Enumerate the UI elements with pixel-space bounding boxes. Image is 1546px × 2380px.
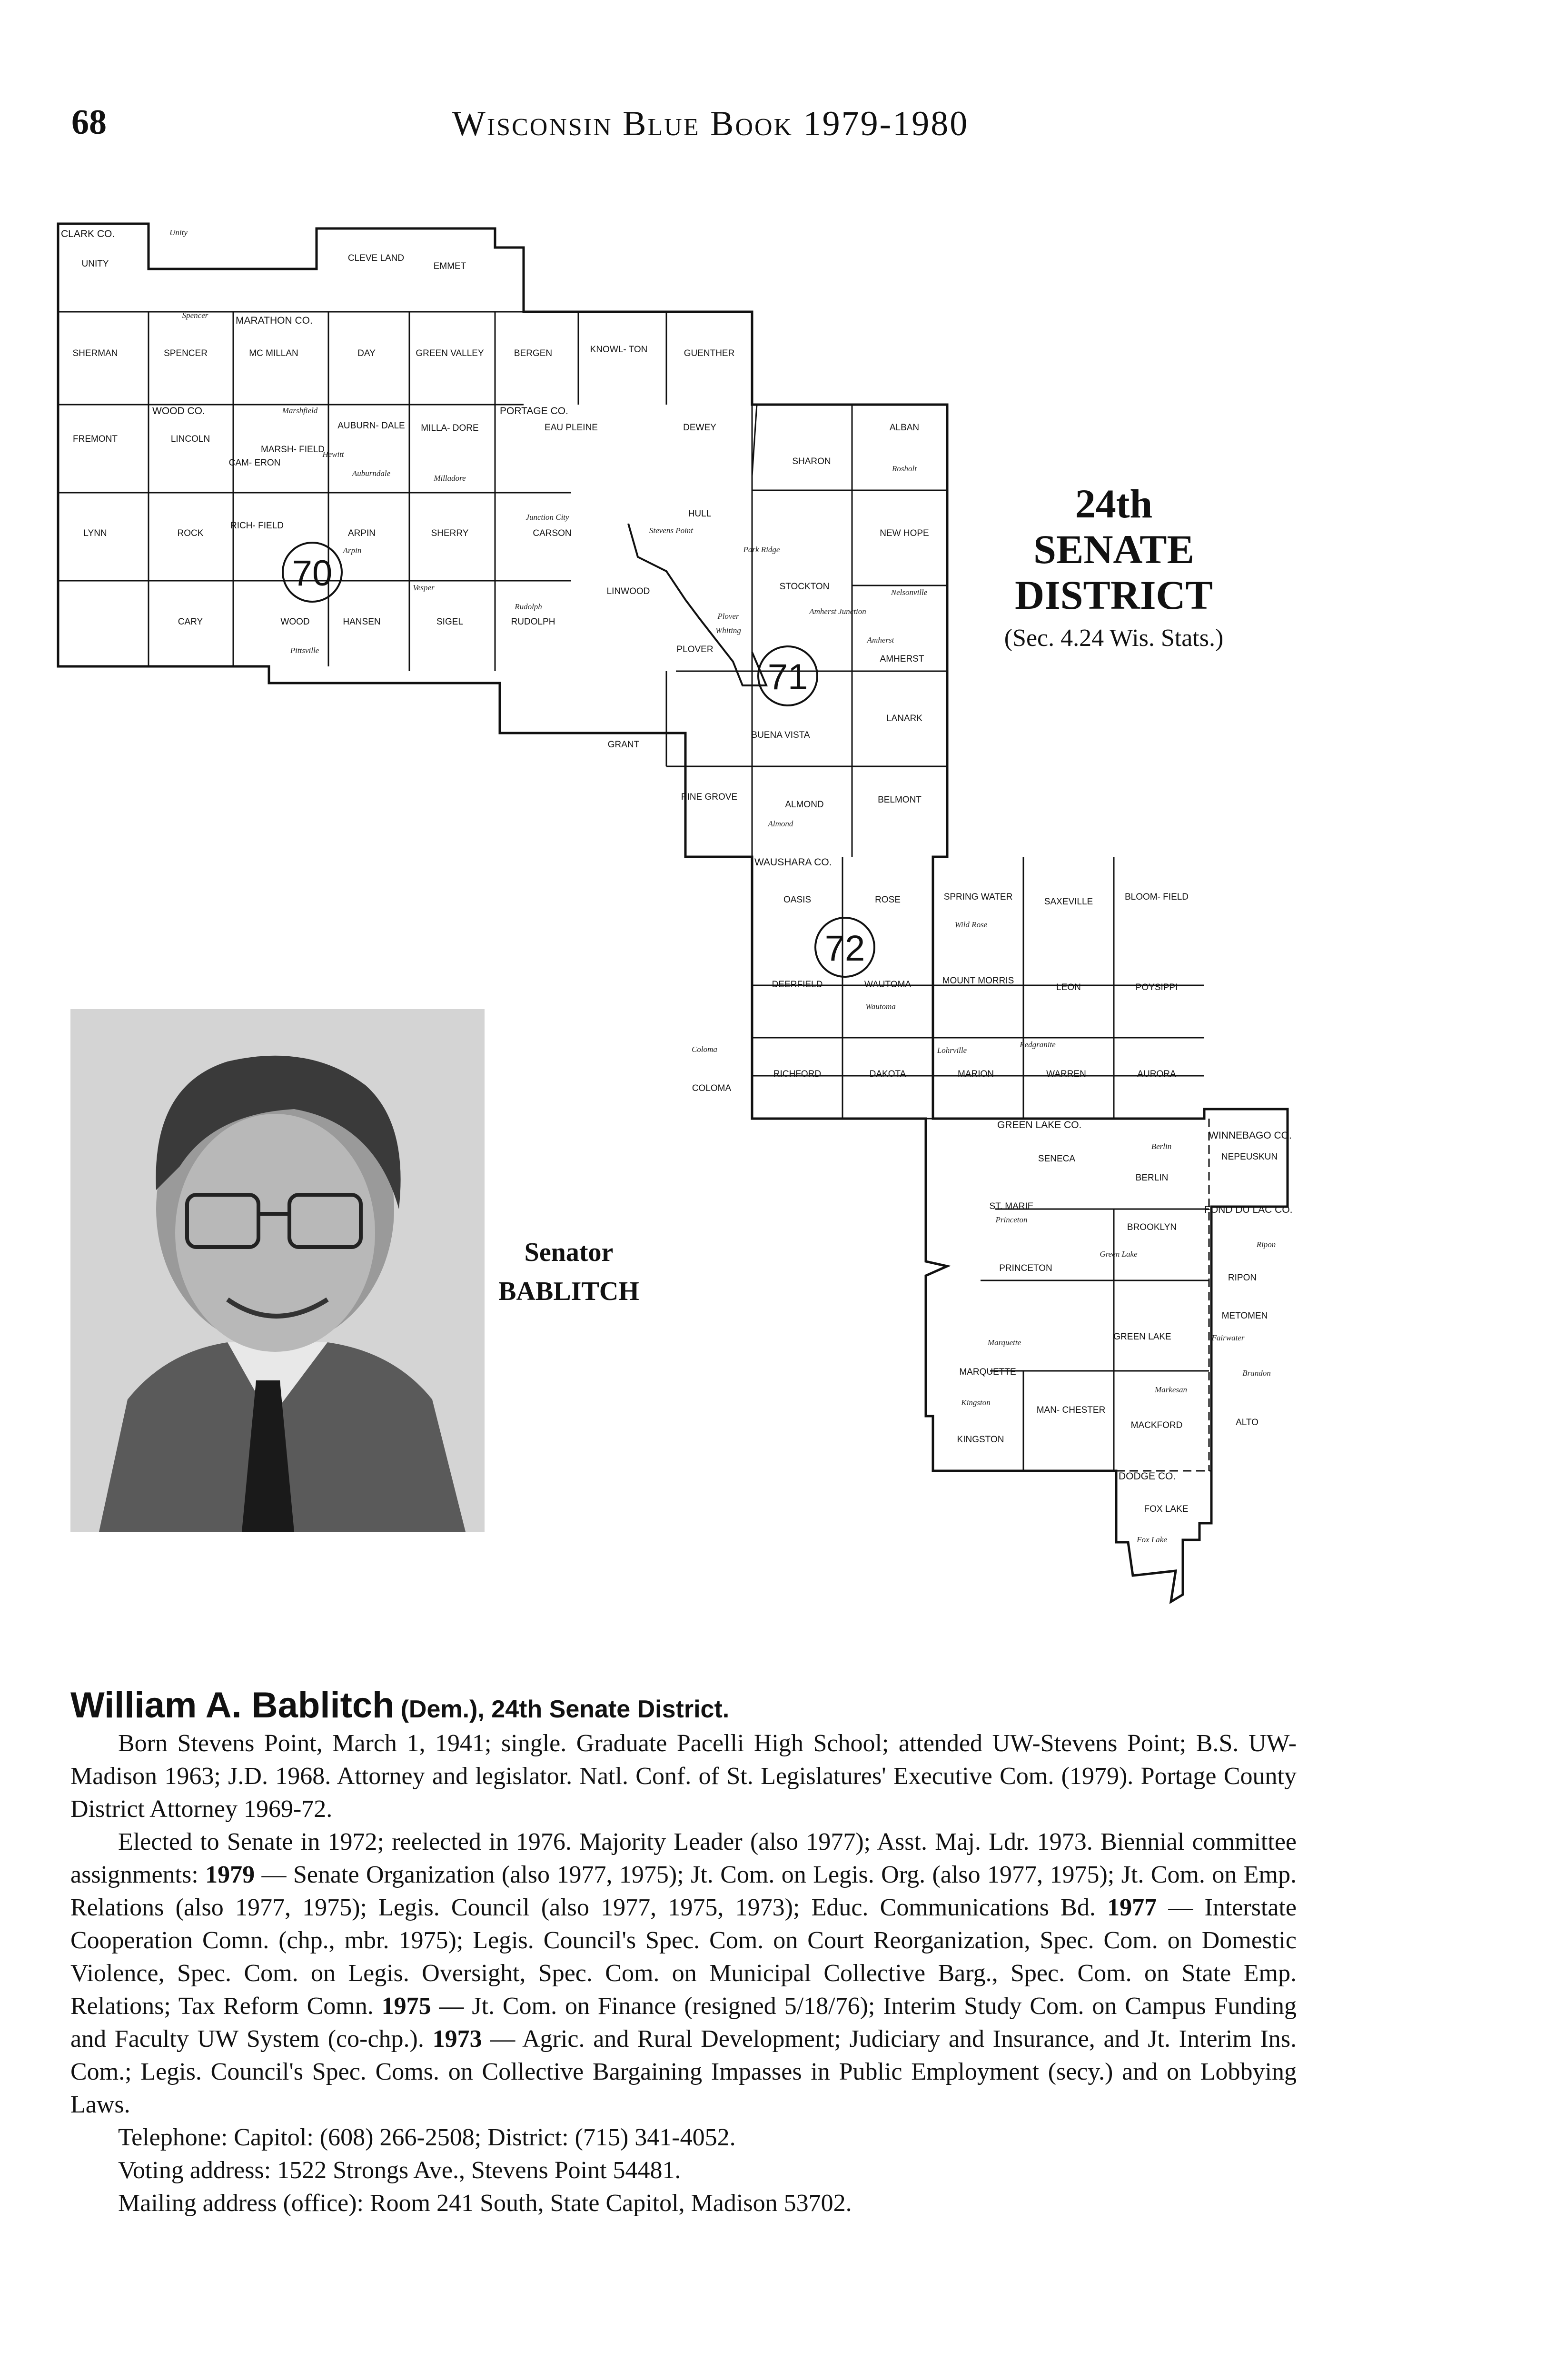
svg-text:Coloma: Coloma xyxy=(692,1045,717,1054)
svg-text:KINGSTON: KINGSTON xyxy=(957,1435,1004,1445)
svg-text:BERLIN: BERLIN xyxy=(1135,1173,1169,1183)
district-title-line1: 24th SENATE xyxy=(1033,481,1194,572)
svg-text:MC MILLAN: MC MILLAN xyxy=(249,348,298,358)
svg-text:Princeton: Princeton xyxy=(995,1215,1028,1224)
mailing-address: Mailing address (office): Room 241 South, State Capitol, Madison 53702. xyxy=(118,2190,852,2217)
svg-text:Brandon: Brandon xyxy=(1242,1368,1271,1378)
svg-text:WOOD: WOOD xyxy=(280,617,310,627)
biography xyxy=(70,1685,1297,2220)
svg-text:SHERRY: SHERRY xyxy=(431,528,469,538)
svg-text:ALMOND: ALMOND xyxy=(785,800,824,810)
svg-text:LINWOOD: LINWOOD xyxy=(606,586,650,596)
senator-name: William A. Bablitch xyxy=(70,1685,395,1726)
svg-text:STOCKTON: STOCKTON xyxy=(779,582,830,592)
svg-text:DEWEY: DEWEY xyxy=(683,423,716,433)
svg-text:MARION: MARION xyxy=(958,1069,994,1079)
svg-text:AUBURN- DALE: AUBURN- DALE xyxy=(337,421,405,431)
svg-text:MILLA- DORE: MILLA- DORE xyxy=(421,423,479,433)
svg-text:SENECA: SENECA xyxy=(1038,1154,1076,1164)
assembly-district-markers xyxy=(283,543,874,977)
svg-text:HULL: HULL xyxy=(688,509,712,519)
svg-text:Berlin: Berlin xyxy=(1151,1142,1172,1151)
svg-text:Hewitt: Hewitt xyxy=(322,450,344,459)
svg-text:MACKFORD: MACKFORD xyxy=(1130,1420,1183,1430)
svg-text:EAU PLEINE: EAU PLEINE xyxy=(545,423,598,433)
svg-text:OASIS: OASIS xyxy=(783,895,812,905)
svg-text:Stevens Point: Stevens Point xyxy=(649,526,694,535)
svg-text:CLARK CO.: CLARK CO. xyxy=(61,228,115,239)
svg-text:GUENTHER: GUENTHER xyxy=(684,348,735,358)
assembly-district-71: 71 xyxy=(767,657,808,697)
svg-text:Whiting: Whiting xyxy=(715,626,741,635)
svg-text:BLOOM- FIELD: BLOOM- FIELD xyxy=(1124,892,1189,902)
svg-text:Kingston: Kingston xyxy=(961,1398,991,1407)
svg-text:EMMET: EMMET xyxy=(433,261,466,271)
svg-text:RIPON: RIPON xyxy=(1228,1273,1257,1283)
statute-reference: (Sec. 4.24 Wis. Stats.) xyxy=(1004,625,1224,652)
svg-text:MARATHON CO.: MARATHON CO. xyxy=(236,315,313,326)
svg-text:CARY: CARY xyxy=(178,617,203,627)
svg-text:SPRING WATER: SPRING WATER xyxy=(943,892,1013,902)
caption-line1: Senator xyxy=(524,1238,614,1267)
svg-text:Plover: Plover xyxy=(717,612,739,621)
svg-text:GREEN VALLEY: GREEN VALLEY xyxy=(416,348,484,358)
svg-text:ALTO: ALTO xyxy=(1236,1418,1259,1428)
svg-text:ARPIN: ARPIN xyxy=(347,528,376,538)
svg-text:DEERFIELD: DEERFIELD xyxy=(772,980,823,990)
svg-text:Amherst: Amherst xyxy=(867,635,894,645)
svg-text:Markesan: Markesan xyxy=(1155,1385,1187,1394)
svg-text:MOUNT MORRIS: MOUNT MORRIS xyxy=(942,976,1014,986)
svg-text:DODGE CO.: DODGE CO. xyxy=(1119,1471,1176,1482)
svg-text:Arpin: Arpin xyxy=(343,546,362,555)
svg-text:Redgranite: Redgranite xyxy=(1020,1040,1056,1049)
svg-text:LYNN: LYNN xyxy=(83,528,107,538)
svg-text:BERGEN: BERGEN xyxy=(514,348,553,358)
svg-text:DAKOTA: DAKOTA xyxy=(869,1069,906,1079)
svg-text:KNOWL- TON: KNOWL- TON xyxy=(590,345,648,355)
svg-text:Wautoma: Wautoma xyxy=(865,1002,896,1011)
svg-text:CARSON: CARSON xyxy=(533,528,572,538)
svg-text:LINCOLN: LINCOLN xyxy=(170,434,210,444)
svg-text:Pittsville: Pittsville xyxy=(290,646,319,655)
svg-text:RICHFORD: RICHFORD xyxy=(773,1069,822,1079)
svg-text:SIGEL: SIGEL xyxy=(436,617,463,627)
svg-text:Green Lake: Green Lake xyxy=(1100,1250,1138,1259)
svg-text:POYSIPPI: POYSIPPI xyxy=(1135,982,1178,992)
svg-text:Auburndale: Auburndale xyxy=(352,469,391,478)
svg-text:SAXEVILLE: SAXEVILLE xyxy=(1044,897,1093,907)
svg-text:RICH- FIELD: RICH- FIELD xyxy=(230,521,284,531)
party-district: (Dem.), 24th Senate District. xyxy=(400,1696,730,1723)
svg-text:WAUTOMA: WAUTOMA xyxy=(864,980,912,990)
svg-text:METOMEN: METOMEN xyxy=(1221,1311,1268,1321)
svg-text:CAM- ERON: CAM- ERON xyxy=(228,458,281,468)
page-number: 68 xyxy=(71,103,107,142)
svg-text:Spencer: Spencer xyxy=(182,311,208,320)
svg-text:Lohrville: Lohrville xyxy=(937,1046,967,1055)
svg-text:MAN- CHESTER: MAN- CHESTER xyxy=(1036,1405,1106,1415)
svg-text:MARQUETTE: MARQUETTE xyxy=(959,1367,1016,1377)
svg-text:NEW HOPE: NEW HOPE xyxy=(880,528,929,538)
svg-text:ST. MARIE: ST. MARIE xyxy=(989,1201,1034,1211)
svg-text:WAUSHARA CO.: WAUSHARA CO. xyxy=(754,857,832,868)
svg-text:LEON: LEON xyxy=(1056,982,1081,992)
bio-paragraph-service: Elected to Senate in 1972; reelected in 1976. Majority Leader (also 1977); Asst. Maj. Ldr. 1973. Biennial committee assignments: 1979 — Senate Organization (also 1977, 1975); Jt. Com. on Legis. Org. (also 1977, 1975); Jt. Com. on Emp. Relations (also 1977, 1975); Legis. Council (also 1977, 1975, 1973); Educ. Communications Bd. 1977 — Interstate Cooperation Comn. (chp., mbr. 1975); Legis. Council's Spec. Com. on Court Reorganization, Spec. Com. on Domestic Violence, Spec. Com. on Legis. Oversight, Spec. Com. on Municipal Collective Barg., Spec. Com. on State Emp. Relations; Tax Reform Comn. 1975 — Jt. Com. on Finance (resigned 5/18/76); Interim Study Com. on Campus Funding and Faculty UW System (co-chp.). 1973 — Agric. and Rural Development; Judiciary and Insurance, and Jt. Interim Ins. Com.; Legis. Council's Spec. Coms. on Collective Bargaining Impasses in Public Employment (secy.) and on Lobbying Laws. xyxy=(70,1828,1297,2118)
svg-text:AURORA: AURORA xyxy=(1137,1069,1176,1079)
svg-text:Marshfield: Marshfield xyxy=(282,406,318,415)
svg-text:MARSH- FIELD: MARSH- FIELD xyxy=(260,445,325,455)
telephone: Telephone: Capitol: (608) 266-2508; District: (715) 341-4052. xyxy=(118,2124,736,2151)
svg-text:ALBAN: ALBAN xyxy=(889,423,920,433)
svg-text:WARREN: WARREN xyxy=(1046,1069,1086,1079)
photo-caption xyxy=(490,1233,647,1311)
svg-text:Wild Rose: Wild Rose xyxy=(954,920,988,929)
voting-address: Voting address: 1522 Strongs Ave., Stevens Point 54481. xyxy=(118,2157,681,2184)
assembly-district-70: 70 xyxy=(292,553,333,594)
district-title-line2: DISTRICT xyxy=(1015,572,1213,618)
svg-text:AMHERST: AMHERST xyxy=(880,654,924,664)
svg-text:WOOD CO.: WOOD CO. xyxy=(152,406,205,416)
svg-text:LANARK: LANARK xyxy=(886,714,923,724)
svg-text:Fox Lake: Fox Lake xyxy=(1137,1535,1167,1544)
svg-text:Milladore: Milladore xyxy=(434,474,466,483)
senator-portrait xyxy=(70,1009,485,1532)
svg-text:GREEN LAKE: GREEN LAKE xyxy=(1113,1332,1171,1342)
svg-text:Rudolph: Rudolph xyxy=(515,602,542,611)
svg-text:Park Ridge: Park Ridge xyxy=(743,545,780,554)
svg-text:PINE GROVE: PINE GROVE xyxy=(681,792,738,802)
svg-text:PORTAGE CO.: PORTAGE CO. xyxy=(500,406,568,416)
svg-text:SHERMAN: SHERMAN xyxy=(72,348,118,358)
svg-text:GREEN LAKE CO.: GREEN LAKE CO. xyxy=(997,1120,1082,1130)
svg-text:Almond: Almond xyxy=(768,819,793,828)
svg-text:DAY: DAY xyxy=(357,348,376,358)
svg-text:Amherst Junction: Amherst Junction xyxy=(809,607,866,616)
svg-text:BELMONT: BELMONT xyxy=(878,795,922,805)
svg-text:SHARON: SHARON xyxy=(792,456,831,466)
svg-text:Vesper: Vesper xyxy=(413,583,435,592)
assembly-district-72: 72 xyxy=(824,928,865,969)
svg-text:WINNEBAGO CO.: WINNEBAGO CO. xyxy=(1209,1130,1292,1141)
svg-text:PRINCETON: PRINCETON xyxy=(999,1263,1052,1273)
district-title xyxy=(990,481,1238,655)
svg-text:Unity: Unity xyxy=(169,228,188,237)
running-head: Wisconsin Blue Book 1979-1980 xyxy=(452,104,969,143)
svg-text:COLOMA: COLOMA xyxy=(692,1083,732,1093)
svg-text:UNITY: UNITY xyxy=(81,259,109,269)
svg-text:Rosholt: Rosholt xyxy=(892,464,917,473)
svg-text:RUDOLPH: RUDOLPH xyxy=(511,617,555,627)
bio-paragraph-background: Born Stevens Point, March 1, 1941; single. Graduate Pacelli High School; attended UW-Stevens Point; B.S. UW-Madison 1963; J.D. 1968. Attorney and legislator. Natl. Conf. of St. Legislatures' Executive Com. (1979). Portage County District Attorney 1969-72. xyxy=(70,1730,1297,1823)
svg-text:Nelsonville: Nelsonville xyxy=(891,588,928,597)
svg-text:GRANT: GRANT xyxy=(607,740,640,750)
svg-text:PLOVER: PLOVER xyxy=(676,645,714,654)
svg-text:Junction City: Junction City xyxy=(525,513,569,522)
svg-text:HANSEN: HANSEN xyxy=(343,617,381,627)
svg-text:ROCK: ROCK xyxy=(177,528,204,538)
svg-text:Fairwater: Fairwater xyxy=(1211,1333,1245,1342)
svg-text:NEPEUSKUN: NEPEUSKUN xyxy=(1221,1152,1278,1162)
svg-text:FOX LAKE: FOX LAKE xyxy=(1144,1504,1189,1514)
svg-text:FREMONT: FREMONT xyxy=(73,434,118,444)
caption-line2: BABLITCH xyxy=(498,1277,639,1306)
svg-text:CLEVE LAND: CLEVE LAND xyxy=(347,253,405,263)
svg-text:Ripon: Ripon xyxy=(1256,1240,1276,1249)
svg-text:BUENA VISTA: BUENA VISTA xyxy=(751,730,810,740)
svg-text:FOND DU LAC CO.: FOND DU LAC CO. xyxy=(1204,1204,1293,1215)
svg-text:Marquette: Marquette xyxy=(987,1338,1021,1347)
svg-text:SPENCER: SPENCER xyxy=(164,348,208,358)
svg-text:ROSE: ROSE xyxy=(875,895,901,905)
svg-text:BROOKLYN: BROOKLYN xyxy=(1127,1222,1177,1232)
